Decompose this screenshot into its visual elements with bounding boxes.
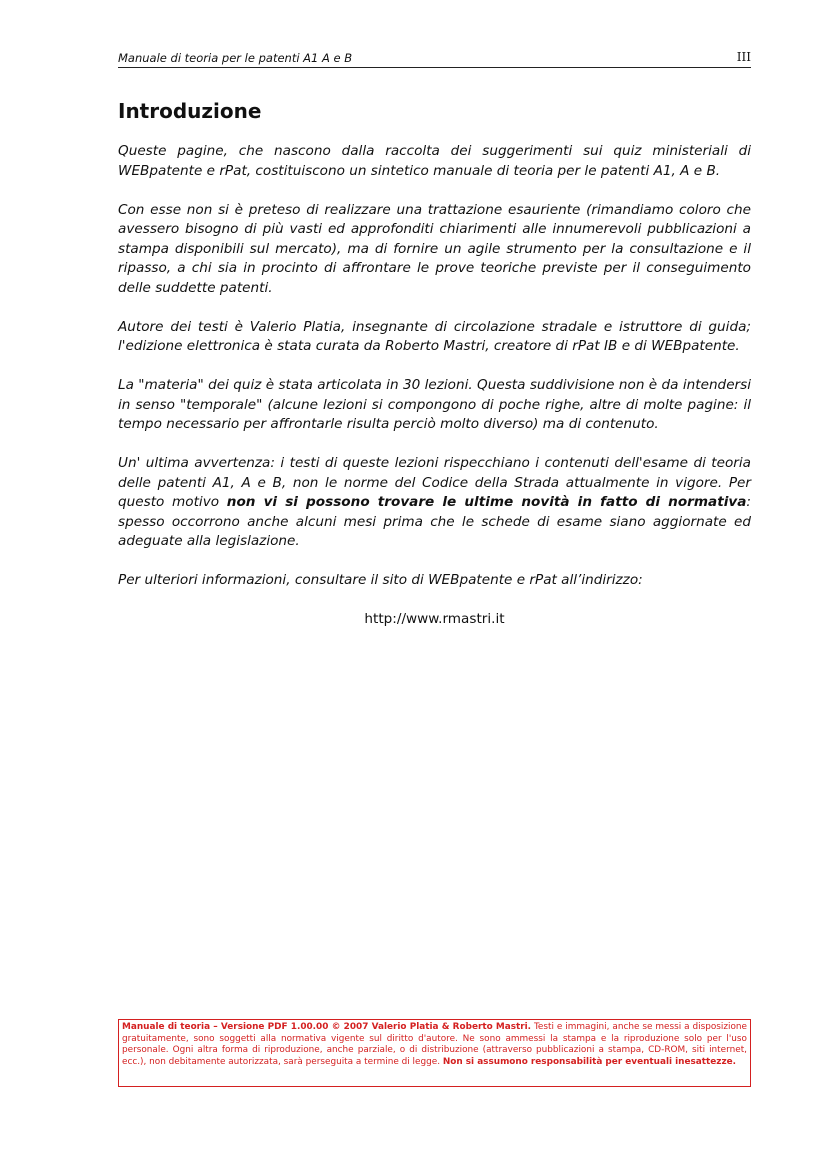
paragraph-3: Autore dei testi è Valerio Platia, insegnante di circolazione stradale e istruttore di guida; l'edizione elettronica è stata curata da Roberto Mastri, creatore di rPat IB e di WEBpatente.: [118, 318, 751, 354]
paragraph-2: Con esse non si è preteso di realizzare una trattazione esauriente (rimandiamo coloro che avessero bisogno di più vasti ed approfonditi chiarimenti alle innumerevoli pubblicazioni a stampa disponibili sul mercato), ma di fornire un agile strumento per la consultazione e il ripasso, a chi sia in procinto di affrontare le prove teoriche previste per il conseguimento delle suddette patenti.: [118, 201, 751, 296]
header-title: Manuale di teoria per le patenti A1 A e B: [118, 51, 353, 65]
paragraph-4: La "materia" dei quiz è stata articolata in 30 lezioni. Questa suddivisione non è da intendersi in senso "temporale" (alcune lezioni si compongono di poche righe, altre di molte pagine: il tempo necessario per affrontarle risulta perciò molto diverso) ma di contenuto.: [118, 377, 751, 432]
website-link[interactable]: http://www.rmastri.it: [364, 611, 505, 627]
copyright-title: Manuale di teoria – Versione PDF 1.00.00 © 2007 Valerio Platia & Roberto Mastri.: [122, 1022, 532, 1032]
disclaimer: Non si assumono responsabilità per eventuali inesattezze.: [442, 1056, 737, 1067]
paragraph-6: Per ulteriori informazioni, consultare il sito di WEBpatente e rPat all’indirizzo:: [118, 572, 643, 588]
paragraph-5-text-b: : spesso occorrono anche alcuni mesi prima che le schede di esame siano aggiornate ed adeguate alla legislazione.: [118, 494, 751, 549]
page-number: III: [736, 50, 751, 64]
paragraph-5-emphasis: non vi si possono trovare le ultime novità in fatto di normativa: [226, 494, 747, 510]
section-heading: Introduzione: [118, 99, 262, 123]
intro-body: [118, 142, 751, 649]
copyright-body: Testi e immagini, anche se messi a disposizione gratuitamente, sono soggetti alla normativa vigente sul diritto d'autore. Ne sono ammessi la stampa e la riproduzione solo per l'uso personale. Ogni altra forma di riproduzione, anche parziale, o di distribuzione (attraverso pubblicazioni a stampa, CD-ROM, siti internet, ecc.), non debitamente autorizzata, sarà perseguita a termine di legge.: [122, 1022, 747, 1067]
paragraph-5-text-a: Un' ultima avvertenza: i testi di queste lezioni rispecchiano i contenuti dell'esame di teoria delle patenti A1, A e B, non le norme del Codice della Strada attualmente in vigore. Per questo motivo: [118, 455, 751, 510]
page-header: [118, 49, 751, 68]
paragraph-5: [118, 454, 751, 552]
copyright-notice: [118, 1019, 751, 1087]
paragraph-1: Queste pagine, che nascono dalla raccolta dei suggerimenti sui quiz ministeriali di WEBpatente e rPat, costituiscono un sintetico manuale di teoria per le patenti A1, A e B.: [118, 143, 751, 179]
